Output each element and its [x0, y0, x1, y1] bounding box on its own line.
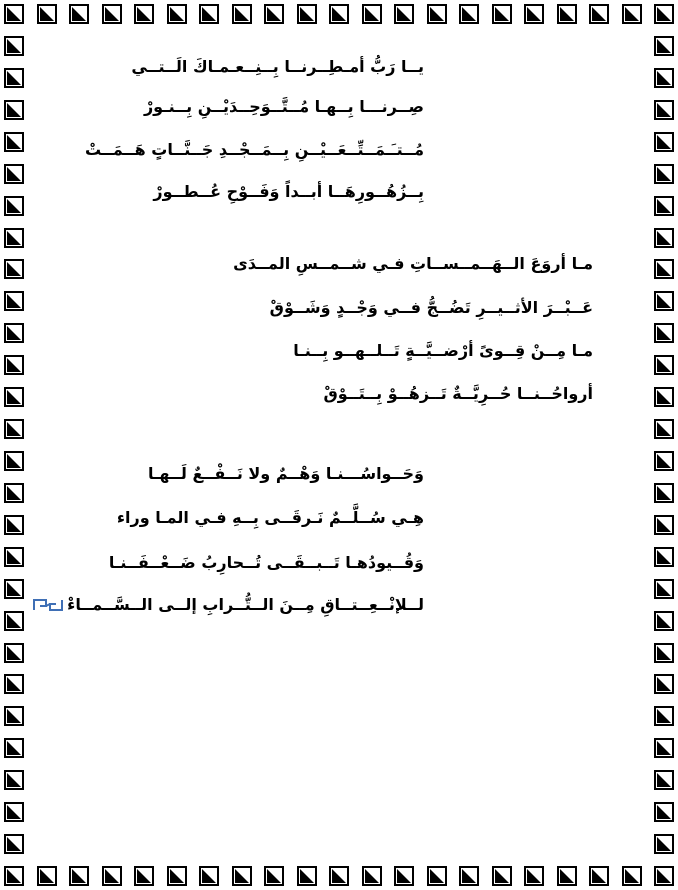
corner-triangle-icon: [4, 706, 24, 726]
corner-triangle-icon: [654, 387, 674, 407]
corner-triangle-icon: [4, 770, 24, 790]
corner-triangle-icon: [654, 866, 674, 886]
corner-triangle-icon: [654, 100, 674, 120]
corner-triangle-icon: [37, 4, 57, 24]
poem-line: مُــتـَـمَــتِّــعَــيْــنِ بِــمَــجْــدِ جَــنَّــاتٍ هَــمَــتْ: [85, 140, 424, 159]
corner-triangle-icon: [329, 4, 349, 24]
corner-triangle-icon: [264, 866, 284, 886]
corner-triangle-icon: [654, 164, 674, 184]
corner-triangle-icon: [654, 643, 674, 663]
corner-triangle-icon: [557, 866, 577, 886]
corner-triangle-icon: [654, 579, 674, 599]
corner-triangle-icon: [654, 738, 674, 758]
corner-triangle-icon: [134, 866, 154, 886]
corner-triangle-icon: [654, 132, 674, 152]
corner-triangle-icon: [654, 770, 674, 790]
corner-triangle-icon: [394, 4, 414, 24]
corner-triangle-icon: [654, 515, 674, 535]
corner-triangle-icon: [492, 4, 512, 24]
corner-triangle-icon: [37, 866, 57, 886]
corner-triangle-icon: [4, 419, 24, 439]
corner-triangle-icon: [4, 738, 24, 758]
poem-line: وَحَــواسُـــنـا وَهْــمٌ ولا نَــفْــعٌ لَــهـا: [147, 464, 424, 483]
corner-triangle-icon: [524, 4, 544, 24]
corner-triangle-icon: [4, 132, 24, 152]
corner-triangle-icon: [459, 866, 479, 886]
corner-triangle-icon: [199, 866, 219, 886]
corner-triangle-icon: [4, 259, 24, 279]
corner-triangle-icon: [329, 866, 349, 886]
corner-triangle-icon: [654, 4, 674, 24]
corner-triangle-icon: [4, 834, 24, 854]
corner-triangle-icon: [427, 866, 447, 886]
corner-triangle-icon: [4, 355, 24, 375]
corner-triangle-icon: [654, 834, 674, 854]
corner-triangle-icon: [4, 515, 24, 535]
corner-triangle-icon: [69, 866, 89, 886]
poem-line: عَــبْــرَ الأثــيــرِ تَضُــجُّ فــي وَجْــدٍ وَشَــوْقْ: [269, 298, 593, 317]
corner-triangle-icon: [134, 4, 154, 24]
corner-triangle-icon: [589, 4, 609, 24]
poem-line: لــلإنْــعِــتــاقِ مِــنَ الــتُّــرابِ إلــى الــسَّــمــاءْ: [67, 595, 424, 614]
corner-triangle-icon: [492, 866, 512, 886]
corner-triangle-icon: [654, 68, 674, 88]
corner-triangle-icon: [4, 228, 24, 248]
corner-triangle-icon: [4, 68, 24, 88]
corner-triangle-icon: [622, 866, 642, 886]
corner-triangle-icon: [102, 4, 122, 24]
corner-triangle-icon: [654, 291, 674, 311]
corner-triangle-icon: [4, 547, 24, 567]
corner-triangle-icon: [654, 802, 674, 822]
corner-triangle-icon: [4, 674, 24, 694]
corner-triangle-icon: [654, 355, 674, 375]
corner-triangle-icon: [654, 483, 674, 503]
corner-triangle-icon: [4, 483, 24, 503]
corner-triangle-icon: [297, 866, 317, 886]
poem-line: يــا رَبُّ أمـطِــرنــا بِــنِــعـمـاكَ الَــتــي: [131, 57, 424, 76]
corner-triangle-icon: [362, 4, 382, 24]
corner-triangle-icon: [654, 706, 674, 726]
corner-triangle-icon: [4, 323, 24, 343]
corner-triangle-icon: [232, 4, 252, 24]
corner-triangle-icon: [4, 802, 24, 822]
corner-triangle-icon: [4, 866, 24, 886]
corner-triangle-icon: [167, 4, 187, 24]
poem-line: وَقُــيودُهـا تَــبــقَــى تُــحارِبُ ضَــعْــفَــنـا: [108, 553, 424, 572]
corner-triangle-icon: [232, 866, 252, 886]
corner-triangle-icon: [654, 547, 674, 567]
corner-triangle-icon: [4, 196, 24, 216]
corner-triangle-icon: [394, 866, 414, 886]
corner-triangle-icon: [4, 611, 24, 631]
corner-triangle-icon: [4, 451, 24, 471]
corner-triangle-icon: [4, 643, 24, 663]
corner-triangle-icon: [4, 4, 24, 24]
corner-triangle-icon: [622, 4, 642, 24]
corner-triangle-icon: [654, 228, 674, 248]
corner-triangle-icon: [264, 4, 284, 24]
corner-triangle-icon: [4, 579, 24, 599]
corner-triangle-icon: [167, 866, 187, 886]
corner-triangle-icon: [557, 4, 577, 24]
corner-triangle-icon: [654, 36, 674, 56]
corner-triangle-icon: [102, 866, 122, 886]
poem-line: مـا مِــنْ قِــوىً أرْضــيَّــةٍ تَــلــهــو بِــنـا: [293, 341, 593, 360]
corner-triangle-icon: [4, 291, 24, 311]
poem-line: صِــرنـــا بِــهـا مُــتَّــوَحِــدَيْــنِ بِــنـورْ: [143, 97, 424, 116]
corner-triangle-icon: [459, 4, 479, 24]
ornament-icon: [32, 597, 64, 613]
corner-triangle-icon: [362, 866, 382, 886]
corner-triangle-icon: [4, 36, 24, 56]
corner-triangle-icon: [524, 866, 544, 886]
corner-triangle-icon: [4, 164, 24, 184]
corner-triangle-icon: [654, 259, 674, 279]
corner-triangle-icon: [69, 4, 89, 24]
corner-triangle-icon: [4, 100, 24, 120]
corner-triangle-icon: [654, 674, 674, 694]
corner-triangle-icon: [4, 387, 24, 407]
poem-line: هِـي سُــلَّــمٌ نَـرقَــى بِــهِ فـي المـا وراء: [116, 508, 424, 527]
poem-line: أرواحُــنــا حُــرِيَّــةٌ تَــزهُــوْ بِــتَــوْقْ: [323, 384, 593, 403]
corner-triangle-icon: [297, 4, 317, 24]
corner-triangle-icon: [654, 451, 674, 471]
poem-line: مـا أروَعَ الــهَــمــســاتِ فـي شــمــسِ المــدَى: [233, 254, 593, 273]
corner-triangle-icon: [199, 4, 219, 24]
poem-line: بِــزُهُــورِهَــا أبــداً وَفَــوْحِ عُــطــورْ: [153, 182, 424, 201]
corner-triangle-icon: [654, 196, 674, 216]
corner-triangle-icon: [654, 323, 674, 343]
corner-triangle-icon: [654, 419, 674, 439]
corner-triangle-icon: [427, 4, 447, 24]
corner-triangle-icon: [589, 866, 609, 886]
corner-triangle-icon: [654, 611, 674, 631]
